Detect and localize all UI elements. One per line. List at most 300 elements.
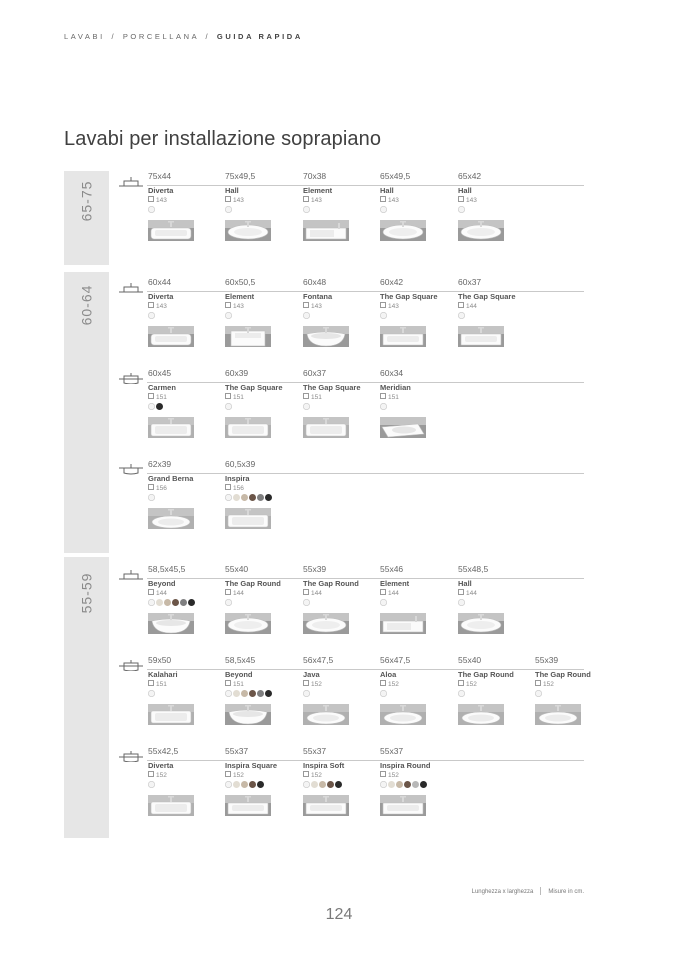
product-card[interactable] (303, 655, 379, 741)
page-ref-number: 143 (156, 303, 167, 310)
color-swatch-white[interactable] (225, 690, 232, 697)
color-swatch-white[interactable] (380, 599, 387, 606)
page-reference[interactable] (303, 589, 322, 597)
color-swatch-black[interactable] (420, 781, 427, 788)
product-card[interactable] (303, 564, 379, 650)
product-name[interactable]: Inspira Soft (303, 761, 345, 770)
page-reference[interactable] (535, 680, 554, 688)
product-card[interactable] (458, 564, 534, 650)
color-swatches (225, 781, 265, 789)
color-swatch-white[interactable] (303, 690, 310, 697)
breadcrumb-separator: / (205, 32, 211, 41)
page-ref-number: 151 (156, 394, 167, 401)
page-ref-number: 151 (311, 394, 322, 401)
color-swatch-coffee[interactable] (249, 690, 256, 697)
basin-thumbnail[interactable] (458, 220, 504, 241)
product-name[interactable]: Element (380, 579, 410, 588)
size-range-band (64, 272, 109, 553)
color-swatch-coffee[interactable] (327, 781, 334, 788)
color-swatch-bone[interactable] (233, 494, 240, 501)
color-swatch-white[interactable] (148, 312, 155, 319)
product-name[interactable]: The Gap Square (225, 383, 283, 392)
color-swatch-white[interactable] (380, 690, 387, 697)
color-swatch-white[interactable] (148, 206, 155, 213)
product-name[interactable]: Beyond (148, 579, 176, 588)
product-name[interactable]: Aloa (380, 670, 397, 679)
page-reference[interactable] (303, 771, 322, 779)
color-swatch-black[interactable] (265, 690, 272, 697)
product-dimensions: 60x37 (458, 277, 482, 287)
page-reference[interactable] (225, 196, 244, 204)
basin-thumbnail[interactable] (225, 704, 271, 725)
basin-thumbnail[interactable] (380, 795, 426, 816)
color-swatches (380, 690, 388, 698)
size-range-band (64, 557, 109, 838)
page-reference[interactable] (148, 680, 167, 688)
basin-thumbnail[interactable] (148, 795, 194, 816)
color-swatch-bone[interactable] (233, 781, 240, 788)
product-dimensions: 56x47,5 (303, 655, 334, 665)
page-ref-icon (225, 196, 231, 202)
basin-thumbnail[interactable] (148, 220, 194, 241)
page-ref-number: 151 (233, 681, 244, 688)
product-name[interactable]: The Gap Round (535, 670, 591, 679)
basin-thumbnail[interactable] (303, 613, 349, 634)
color-swatch-black[interactable] (265, 494, 272, 501)
page-ref-icon (148, 771, 154, 777)
product-name[interactable]: Inspira (225, 474, 250, 483)
product-name[interactable]: The Gap Round (303, 579, 359, 588)
page-ref-number: 151 (156, 681, 167, 688)
product-card[interactable] (380, 171, 456, 257)
undercounter-basin-icon (119, 463, 143, 475)
page-reference[interactable] (225, 771, 244, 779)
page-ref-icon (148, 484, 154, 490)
page-reference[interactable] (380, 589, 399, 597)
product-name[interactable]: Diverta (148, 292, 174, 301)
basin-thumbnail[interactable] (148, 508, 194, 529)
page-ref-icon (380, 393, 386, 399)
product-card[interactable] (148, 368, 224, 454)
basin-thumbnail[interactable] (225, 795, 271, 816)
product-name[interactable]: Fontana (303, 292, 333, 301)
color-swatches (225, 206, 233, 214)
page-ref-icon (225, 302, 231, 308)
page-ref-icon (303, 771, 309, 777)
color-swatch-white[interactable] (380, 781, 387, 788)
product-dimensions: 60x45 (148, 368, 172, 378)
product-card[interactable] (225, 277, 301, 363)
product-name[interactable]: Hall (458, 186, 472, 195)
color-swatch-grey[interactable] (257, 494, 264, 501)
page-reference[interactable] (148, 484, 167, 492)
color-swatch-cashmere[interactable] (164, 599, 171, 606)
product-name[interactable]: Element (225, 292, 255, 301)
page-ref-number: 151 (233, 394, 244, 401)
page-reference[interactable] (303, 680, 322, 688)
product-card[interactable] (380, 746, 456, 832)
page-ref-icon (225, 771, 231, 777)
color-swatch-white[interactable] (148, 494, 155, 501)
page-reference[interactable] (225, 302, 244, 310)
product-dimensions: 55x48,5 (458, 564, 489, 574)
page-ref-number: 144 (466, 303, 477, 310)
product-name[interactable]: Diverta (148, 186, 174, 195)
color-swatches (303, 403, 311, 411)
product-name[interactable]: The Gap Square (303, 383, 361, 392)
color-swatches (458, 312, 466, 320)
page-ref-number: 143 (156, 197, 167, 204)
page-reference[interactable] (380, 771, 399, 779)
product-row (117, 564, 584, 650)
page-number: 124 (325, 906, 353, 923)
page-reference[interactable] (380, 393, 399, 401)
color-swatch-coffee[interactable] (249, 781, 256, 788)
product-dimensions: 60,5x39 (225, 459, 256, 469)
product-dimensions: 55x37 (380, 746, 404, 756)
page-ref-icon (458, 302, 464, 308)
page-reference[interactable] (303, 393, 322, 401)
color-swatches (380, 206, 388, 214)
product-dimensions: 60x34 (380, 368, 404, 378)
page-ref-icon (148, 302, 154, 308)
product-dimensions: 55x37 (225, 746, 249, 756)
basin-thumbnail[interactable] (225, 326, 271, 347)
color-swatches (148, 494, 156, 502)
page-ref-icon (303, 393, 309, 399)
product-dimensions: 55x39 (303, 564, 327, 574)
page-ref-number: 152 (388, 681, 399, 688)
basin-thumbnail[interactable] (225, 508, 271, 529)
product-name[interactable]: The Gap Square (380, 292, 438, 301)
page-ref-icon (225, 393, 231, 399)
page-ref-icon (148, 680, 154, 686)
product-card[interactable] (148, 459, 224, 545)
basin-thumbnail[interactable] (380, 326, 426, 347)
color-swatch-white[interactable] (148, 690, 155, 697)
color-swatch-black[interactable] (335, 781, 342, 788)
product-name[interactable]: Inspira Round (380, 761, 431, 770)
page-ref-number: 151 (388, 394, 399, 401)
product-card[interactable] (303, 368, 379, 454)
basin-thumbnail[interactable] (225, 417, 271, 438)
color-swatch-bone[interactable] (156, 599, 163, 606)
color-swatch-white[interactable] (148, 403, 155, 410)
page-ref-number: 152 (156, 772, 167, 779)
product-name[interactable]: Carmen (148, 383, 176, 392)
color-swatch-cashmere[interactable] (241, 494, 248, 501)
basin-thumbnail[interactable] (380, 417, 426, 438)
color-swatch-bone[interactable] (233, 690, 240, 697)
breadcrumb-separator: / (111, 32, 117, 41)
color-swatches (225, 690, 273, 698)
color-swatch-white[interactable] (303, 781, 310, 788)
page-reference[interactable] (148, 589, 167, 597)
color-swatch-white[interactable] (458, 690, 465, 697)
semi-recessed-basin-icon (119, 750, 143, 762)
color-swatches (148, 781, 156, 789)
color-swatch-white[interactable] (303, 312, 310, 319)
color-swatches (380, 312, 388, 320)
color-swatch-white[interactable] (225, 599, 232, 606)
color-swatch-cashmere[interactable] (319, 781, 326, 788)
product-card[interactable] (148, 746, 224, 832)
product-row (117, 277, 584, 363)
product-dimensions: 70x38 (303, 171, 327, 181)
product-name[interactable]: Element (303, 186, 333, 195)
product-name[interactable]: The Gap Round (225, 579, 281, 588)
product-card[interactable] (458, 171, 534, 257)
product-card[interactable] (458, 655, 534, 741)
product-card[interactable] (225, 655, 301, 741)
color-swatch-black[interactable] (257, 781, 264, 788)
color-swatch-black[interactable] (156, 403, 163, 410)
basin-thumbnail[interactable] (148, 326, 194, 347)
product-row (117, 368, 584, 454)
color-swatches (458, 206, 466, 214)
page-reference[interactable] (458, 196, 477, 204)
basin-thumbnail[interactable] (303, 220, 349, 241)
page-reference[interactable] (148, 302, 167, 310)
color-swatch-white[interactable] (303, 206, 310, 213)
color-swatch-white[interactable] (458, 312, 465, 319)
product-name[interactable]: The Gap Round (458, 670, 514, 679)
footer-divider (540, 887, 541, 895)
color-swatch-white[interactable] (380, 312, 387, 319)
page-ref-icon (148, 196, 154, 202)
product-name[interactable]: Meridian (380, 383, 411, 392)
product-name[interactable]: Kalahari (148, 670, 178, 679)
basin-thumbnail[interactable] (458, 704, 504, 725)
semi-recessed-basin-icon (119, 659, 143, 671)
product-card[interactable] (225, 746, 301, 832)
color-swatch-white[interactable] (458, 599, 465, 606)
color-swatches (148, 599, 196, 607)
page-ref-icon (225, 680, 231, 686)
color-swatches (303, 599, 311, 607)
page-ref-number: 143 (466, 197, 477, 204)
color-swatch-coffee[interactable] (249, 494, 256, 501)
color-swatches (148, 403, 164, 411)
basin-thumbnail[interactable] (535, 704, 581, 725)
page-ref-number: 143 (388, 197, 399, 204)
color-swatch-bone[interactable] (388, 781, 395, 788)
color-swatch-cashmere[interactable] (241, 781, 248, 788)
product-dimensions: 56x47,5 (380, 655, 411, 665)
basin-thumbnail[interactable] (225, 220, 271, 241)
page-reference[interactable] (458, 589, 477, 597)
product-dimensions: 55x40 (458, 655, 482, 665)
color-swatch-cashmere[interactable] (396, 781, 403, 788)
basin-thumbnail[interactable] (148, 417, 194, 438)
semi-recessed-basin-icon (119, 372, 143, 384)
page-ref-number: 152 (543, 681, 554, 688)
product-card[interactable] (380, 655, 456, 741)
basin-thumbnail[interactable] (458, 613, 504, 634)
basin-thumbnail[interactable] (148, 704, 194, 725)
product-row (117, 655, 591, 741)
product-dimensions: 60x39 (225, 368, 249, 378)
color-swatch-grey[interactable] (257, 690, 264, 697)
product-name[interactable]: Hall (225, 186, 239, 195)
color-swatches (225, 494, 273, 502)
color-swatch-white[interactable] (225, 206, 232, 213)
product-dimensions: 55x39 (535, 655, 559, 665)
color-swatch-white[interactable] (225, 494, 232, 501)
size-range-label: 55-59 (78, 572, 95, 614)
color-swatch-white[interactable] (380, 206, 387, 213)
product-name[interactable]: Inspira Square (225, 761, 278, 770)
page-reference[interactable] (303, 196, 322, 204)
product-card[interactable] (225, 368, 301, 454)
page-ref-number: 152 (311, 681, 322, 688)
product-card[interactable] (458, 277, 534, 363)
countertop-basin-icon (119, 568, 143, 580)
page-reference[interactable] (225, 589, 244, 597)
product-dimensions: 75x44 (148, 171, 172, 181)
product-name[interactable]: Diverta (148, 761, 174, 770)
page-ref-number: 144 (388, 590, 399, 597)
color-swatches (458, 690, 466, 698)
product-card[interactable] (380, 564, 456, 650)
page-reference[interactable] (303, 302, 322, 310)
units-note: Misure in cm. (548, 889, 584, 895)
basin-thumbnail[interactable] (380, 220, 426, 241)
page-reference[interactable] (458, 302, 477, 310)
basin-thumbnail[interactable] (458, 326, 504, 347)
color-swatch-white[interactable] (225, 403, 232, 410)
product-name[interactable]: Hall (380, 186, 394, 195)
breadcrumb-item-porcellana[interactable]: PORCELLANA (122, 32, 199, 41)
basin-thumbnail[interactable] (303, 326, 349, 347)
product-dimensions: 65x42 (458, 171, 482, 181)
color-swatch-white[interactable] (380, 403, 387, 410)
breadcrumb-current: GUIDA RAPIDA (216, 32, 303, 41)
product-card[interactable] (303, 171, 379, 257)
page-ref-icon (225, 484, 231, 490)
size-range-label: 65-75 (78, 180, 95, 222)
page-reference[interactable] (225, 393, 244, 401)
breadcrumb-item-lavabi[interactable]: LAVABI (64, 32, 105, 41)
product-dimensions: 58,5x45 (225, 655, 256, 665)
product-row (117, 746, 584, 832)
product-card[interactable] (303, 746, 379, 832)
product-card[interactable] (380, 368, 456, 454)
color-swatch-white[interactable] (225, 312, 232, 319)
color-swatches (225, 403, 233, 411)
basin-thumbnail[interactable] (303, 417, 349, 438)
countertop-basin-icon (119, 281, 143, 293)
page-ref-icon (148, 589, 154, 595)
product-card[interactable] (225, 564, 301, 650)
color-swatch-grey[interactable] (180, 599, 187, 606)
page-reference[interactable] (458, 680, 477, 688)
product-row (117, 171, 584, 257)
product-name[interactable]: Java (303, 670, 320, 679)
page-reference[interactable] (380, 680, 399, 688)
product-dimensions: 58,5x45,5 (148, 564, 186, 574)
product-card[interactable] (535, 655, 611, 741)
product-dimensions: 62x39 (148, 459, 172, 469)
page-reference[interactable] (225, 484, 244, 492)
page-ref-number: 152 (233, 772, 244, 779)
basin-thumbnail[interactable] (303, 795, 349, 816)
basin-thumbnail[interactable] (380, 613, 426, 634)
color-swatches (458, 599, 466, 607)
color-swatch-white[interactable] (303, 599, 310, 606)
basin-thumbnail[interactable] (380, 704, 426, 725)
product-card[interactable] (303, 277, 379, 363)
color-swatch-white[interactable] (225, 781, 232, 788)
page-reference[interactable] (148, 196, 167, 204)
color-swatch-white[interactable] (458, 206, 465, 213)
color-swatch-coffee[interactable] (172, 599, 179, 606)
product-card[interactable] (148, 564, 224, 650)
page-ref-icon (303, 680, 309, 686)
page-ref-number: 143 (233, 197, 244, 204)
product-card[interactable] (148, 655, 224, 741)
color-swatches (380, 781, 428, 789)
product-dimensions: 60x44 (148, 277, 172, 287)
page-ref-icon (380, 680, 386, 686)
page-ref-icon (458, 680, 464, 686)
color-swatch-white[interactable] (148, 599, 155, 606)
product-dimensions: 65x49,5 (380, 171, 411, 181)
page-ref-number: 143 (311, 197, 322, 204)
color-swatch-pearl[interactable] (412, 781, 419, 788)
product-dimensions: 60x48 (303, 277, 327, 287)
color-swatch-white[interactable] (303, 403, 310, 410)
basin-thumbnail[interactable] (148, 613, 194, 634)
product-name[interactable]: Hall (458, 579, 472, 588)
page-ref-icon (303, 589, 309, 595)
product-card[interactable] (148, 277, 224, 363)
page-ref-icon (380, 771, 386, 777)
color-swatch-coffee[interactable] (404, 781, 411, 788)
page-reference[interactable] (380, 302, 399, 310)
product-card[interactable] (225, 171, 301, 257)
product-name[interactable]: Grand Berna (148, 474, 194, 483)
color-swatch-black[interactable] (188, 599, 195, 606)
page-reference[interactable] (380, 196, 399, 204)
product-name[interactable]: The Gap Square (458, 292, 516, 301)
page-reference[interactable] (225, 680, 244, 688)
page-reference[interactable] (148, 771, 167, 779)
page-ref-icon (380, 302, 386, 308)
color-swatch-cashmere[interactable] (241, 690, 248, 697)
dimensions-note: Lunghezza x larghezza (471, 889, 534, 895)
page-ref-number: 144 (156, 590, 167, 597)
color-swatch-white[interactable] (535, 690, 542, 697)
page-reference[interactable] (148, 393, 167, 401)
color-swatches (303, 781, 343, 789)
color-swatches (303, 690, 311, 698)
color-swatches (148, 206, 156, 214)
page-ref-icon (303, 196, 309, 202)
product-card[interactable] (225, 459, 301, 545)
page-ref-icon (458, 589, 464, 595)
product-name[interactable]: Beyond (225, 670, 253, 679)
product-card[interactable] (148, 171, 224, 257)
product-card[interactable] (380, 277, 456, 363)
basin-thumbnail[interactable] (303, 704, 349, 725)
product-dimensions: 55x40 (225, 564, 249, 574)
color-swatches (148, 312, 156, 320)
color-swatch-white[interactable] (148, 781, 155, 788)
basin-thumbnail[interactable] (225, 613, 271, 634)
color-swatch-bone[interactable] (311, 781, 318, 788)
page-ref-icon (225, 589, 231, 595)
